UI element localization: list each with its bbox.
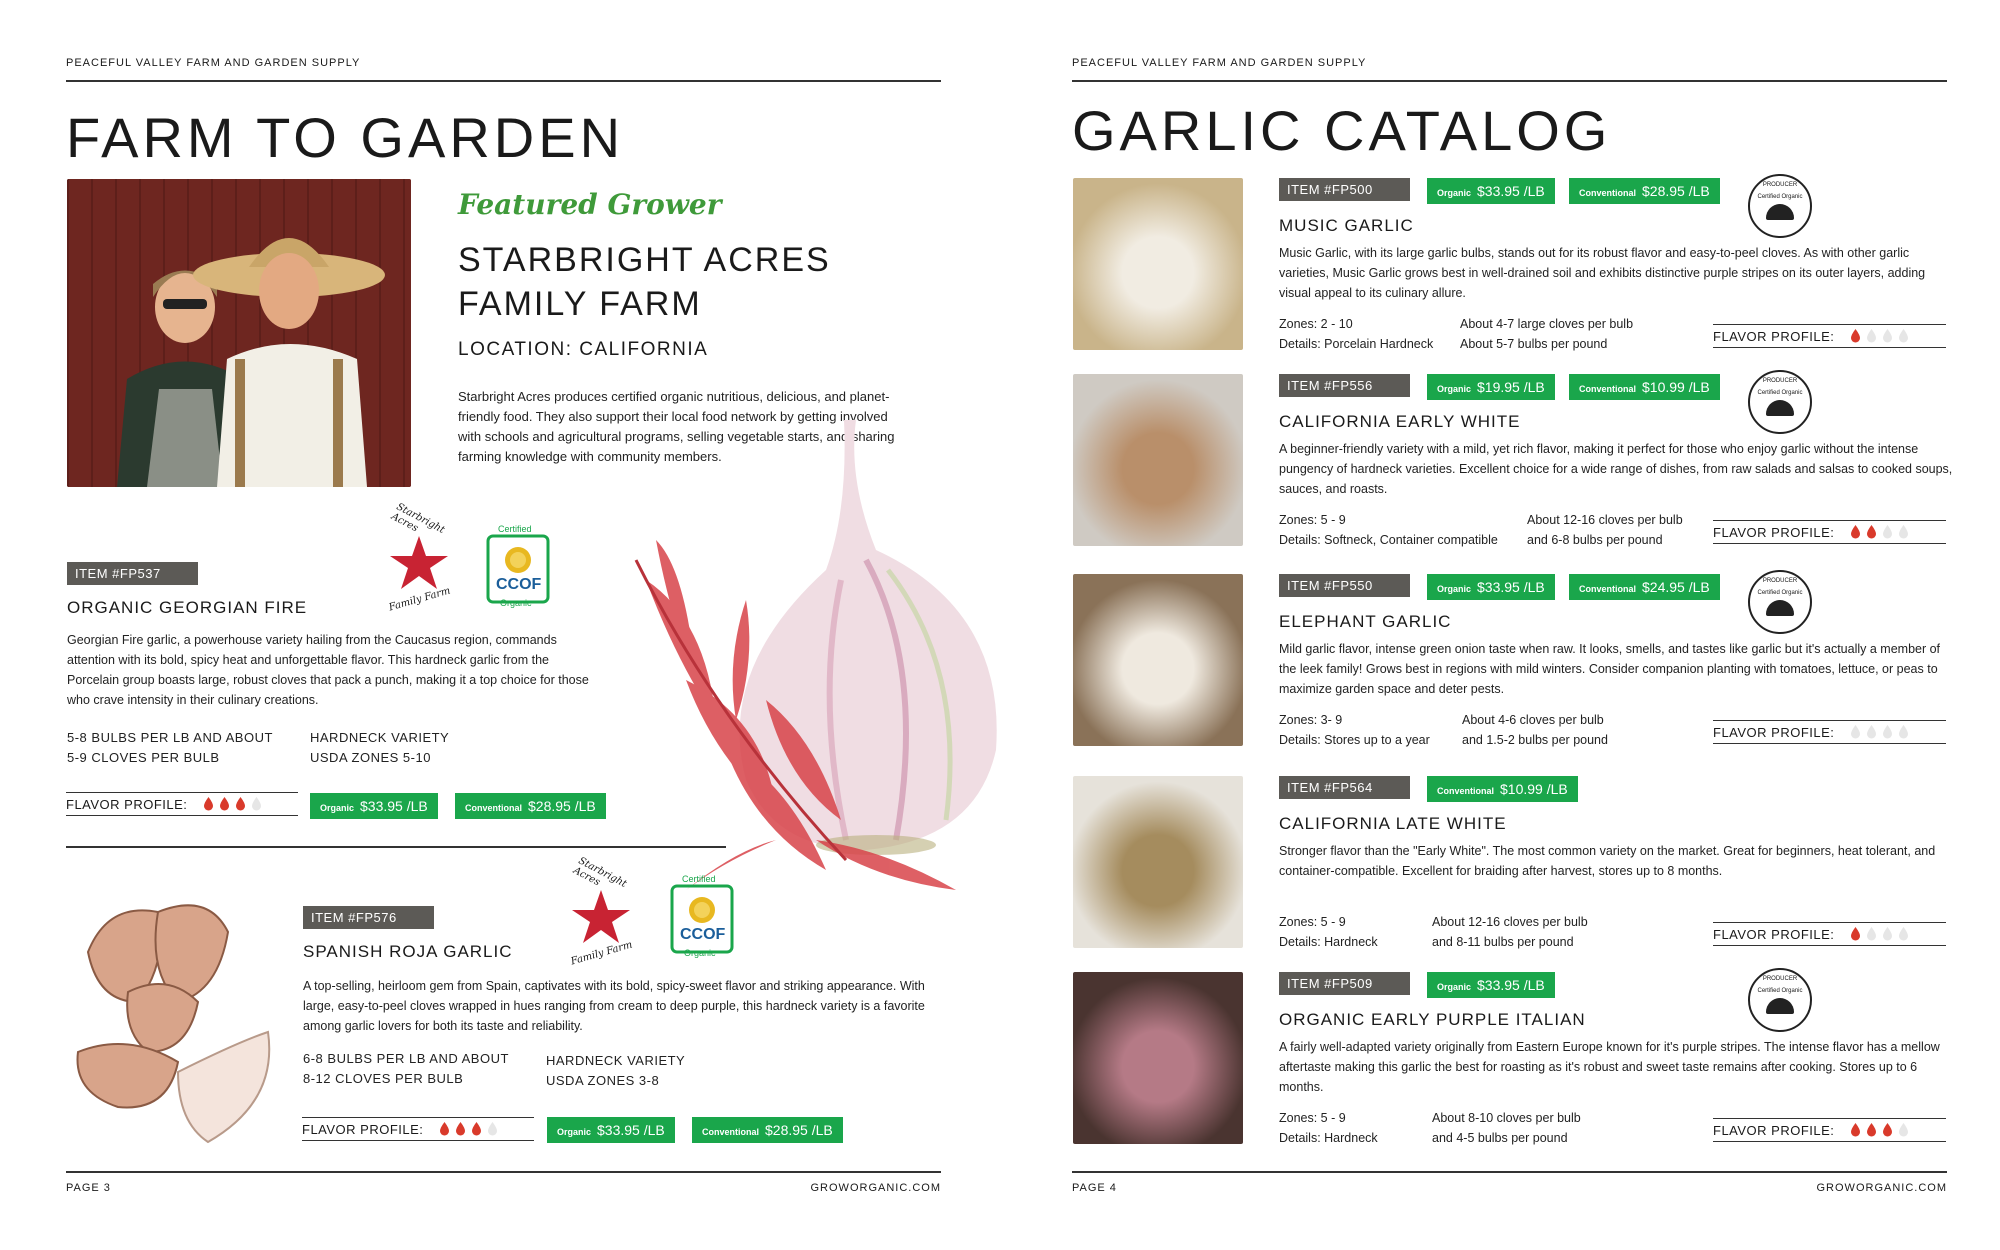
- header-rule: [66, 80, 941, 82]
- price-conventional: [1569, 374, 1720, 400]
- flavor-drops: [439, 1122, 498, 1136]
- price-type: Conventional: [1579, 584, 1637, 594]
- item-spec-variety: [546, 1051, 685, 1091]
- flavor-profile: [1713, 1118, 1946, 1142]
- badge-emblem: [1766, 600, 1794, 616]
- price-value: $33.95 /LB: [1477, 183, 1545, 199]
- details-text: Details: Softneck, Container compatible: [1279, 533, 1498, 547]
- ccof-organic-badge: [486, 524, 550, 610]
- price-conventional: [1427, 776, 1578, 802]
- item-number-tag: ITEM #FP550: [1279, 574, 1410, 597]
- item-number-tag: ITEM #FP500: [1279, 178, 1410, 201]
- flame-drop-icon-filled: [235, 797, 246, 811]
- flavor-drops: [203, 797, 262, 811]
- price-organic: [1427, 972, 1555, 998]
- item-number-tag: ITEM #FP564: [1279, 776, 1410, 799]
- flame-drop-icon-filled: [1850, 1123, 1861, 1137]
- flame-drop-icon-empty: [1866, 329, 1877, 343]
- spec-line: 8-12 CLOVES PER BULB: [303, 1071, 464, 1086]
- flame-drop-icon-filled: [455, 1122, 466, 1136]
- spec-line: HARDNECK VARIETY: [310, 730, 450, 745]
- zones-text: Zones: 3- 9: [1279, 713, 1343, 727]
- item-zones: [1279, 912, 1378, 952]
- price-type: Organic: [1437, 188, 1472, 198]
- item-description: Mild garlic flavor, intense green onion taste when raw. It looks, smells, and tastes like garlic but it's actually a member of the leek family! Grows best in regions with mild winters. Consider companion planting with tomatoes, lettuce, or peas to maximize garden space and deter pests.: [1279, 642, 1941, 696]
- grower-name-line2: FAMILY FARM: [458, 285, 702, 323]
- flame-drop-icon-empty: [1866, 725, 1877, 739]
- item-description: Stronger flavor than the "Early White". The most common variety on the market. Great for beginners, heat tolerant, and container-compatible. Excellent for braiding after harvest, stores up to 8 months.: [1279, 844, 1936, 878]
- flavor-drops: [1850, 725, 1909, 739]
- garlic-photo: [1073, 178, 1243, 350]
- flame-drop-icon-filled: [471, 1122, 482, 1136]
- price-value: $33.95 /LB: [1477, 579, 1545, 595]
- grower-name-line1: STARBRIGHT ACRES: [458, 241, 831, 279]
- flame-drop-icon-filled: [439, 1122, 450, 1136]
- flame-drop-icon-empty: [1882, 927, 1893, 941]
- badge-top: PRODUCER: [1762, 182, 1798, 188]
- section-divider: [66, 846, 726, 848]
- price-value: $33.95 /LB: [1477, 977, 1545, 993]
- price-type: Conventional: [1437, 786, 1495, 796]
- producer-organic-badge: [1748, 968, 1812, 1032]
- flavor-profile: [1713, 720, 1946, 744]
- website: GROWORGANIC.COM: [810, 1182, 941, 1194]
- zones-text: Zones: 2 - 10: [1279, 317, 1353, 331]
- flavor-profile: [1713, 520, 1946, 544]
- ccof-name: CCOF: [680, 926, 726, 943]
- running-head: PEACEFUL VALLEY FARM AND GARDEN SUPPLY: [66, 57, 361, 69]
- item-yield: [1432, 1108, 1581, 1148]
- flame-drop-icon-empty: [1850, 725, 1861, 739]
- zones-text: Zones: 5 - 9: [1279, 1111, 1346, 1125]
- flame-drop-icon-empty: [1866, 927, 1877, 941]
- item-name: MUSIC GARLIC: [1279, 216, 1414, 235]
- flame-drop-icon-empty: [1898, 725, 1909, 739]
- spec-line: 6-8 BULBS PER LB AND ABOUT: [303, 1051, 509, 1066]
- flame-drop-icon-empty: [1898, 1123, 1909, 1137]
- producer-organic-badge: [1748, 570, 1812, 634]
- flame-drop-icon-empty: [1898, 927, 1909, 941]
- badge-mid: Certified Organic: [1757, 390, 1803, 396]
- producer-organic-badge: [1748, 370, 1812, 434]
- ccof-bottom: Organic: [684, 948, 716, 958]
- producer-organic-badge: [1748, 174, 1812, 238]
- item-name: ELEPHANT GARLIC: [1279, 612, 1452, 631]
- spec-line: USDA ZONES 5-10: [310, 750, 431, 765]
- star-badge-text1: Starbright Acres: [389, 501, 447, 536]
- details-text: Details: Hardneck: [1279, 1131, 1378, 1145]
- price-conventional: [1569, 178, 1720, 204]
- item-name: ORGANIC EARLY PURPLE ITALIAN: [1279, 1010, 1586, 1029]
- price-organic: [547, 1117, 675, 1143]
- bulbs-text: and 6-8 bulbs per pound: [1527, 533, 1663, 547]
- bulbs-text: and 8-11 bulbs per pound: [1432, 935, 1574, 949]
- footer-rule: [66, 1171, 941, 1173]
- item-zones: [1279, 510, 1498, 550]
- badge-mid: Certified Organic: [1757, 194, 1803, 200]
- price-value: $33.95 /LB: [597, 1122, 665, 1138]
- page-title: FARM TO GARDEN: [66, 106, 625, 169]
- garlic-cloves-illustration: [68, 892, 278, 1147]
- flame-drop-icon-filled: [1850, 525, 1861, 539]
- ccof-organic-badge: [670, 874, 734, 960]
- cloves-text: About 12-16 cloves per bulb: [1527, 513, 1683, 527]
- item-spec-variety: [310, 728, 449, 768]
- flame-drop-icon-empty: [1882, 725, 1893, 739]
- flavor-profile-label: FLAVOR PROFILE:: [1713, 1122, 1835, 1138]
- price-value: $28.95 /LB: [1642, 183, 1710, 199]
- flavor-profile-label: FLAVOR PROFILE:: [1713, 926, 1835, 942]
- page-number: PAGE 3: [66, 1182, 111, 1194]
- flame-drop-icon-empty: [1882, 525, 1893, 539]
- badge-mid: Certified Organic: [1757, 590, 1803, 596]
- price-value: $28.95 /LB: [765, 1122, 833, 1138]
- ccof-bottom: Organic: [500, 598, 532, 608]
- badge-emblem: [1766, 998, 1794, 1014]
- ccof-name: CCOF: [496, 576, 542, 593]
- badge-emblem: [1766, 204, 1794, 220]
- price-organic: [1427, 178, 1555, 204]
- item-yield: [1527, 510, 1683, 550]
- cloves-text: About 8-10 cloves per bulb: [1432, 1111, 1581, 1125]
- item-zones: [1279, 1108, 1378, 1148]
- grower-location: LOCATION: CALIFORNIA: [458, 339, 709, 360]
- badge-mid: Certified Organic: [1757, 988, 1803, 994]
- starbright-acres-badge: [554, 855, 648, 968]
- spec-line: 5-8 BULBS PER LB AND ABOUT: [67, 730, 273, 745]
- item-name: CALIFORNIA LATE WHITE: [1279, 814, 1507, 833]
- featured-grower-label: Featured Grower: [458, 188, 722, 221]
- flame-drop-icon-empty: [1882, 329, 1893, 343]
- garlic-photo: [1073, 972, 1243, 1144]
- spec-line: 5-9 CLOVES PER BULB: [67, 750, 220, 765]
- garlic-photo: [1073, 574, 1243, 746]
- website: GROWORGANIC.COM: [1816, 1182, 1947, 1194]
- flavor-profile: [302, 1117, 534, 1141]
- item-name: ORGANIC GEORGIAN FIRE: [67, 598, 308, 617]
- item-yield: [1432, 912, 1588, 952]
- price-organic: [1427, 374, 1555, 400]
- details-text: Details: Stores up to a year: [1279, 733, 1430, 747]
- flavor-drops: [1850, 927, 1909, 941]
- item-name: SPANISH ROJA GARLIC: [303, 942, 513, 961]
- bulbs-text: and 4-5 bulbs per pound: [1432, 1131, 1568, 1145]
- price-organic: [1427, 574, 1555, 600]
- details-text: Details: Porcelain Hardneck: [1279, 337, 1434, 351]
- flavor-profile-label: FLAVOR PROFILE:: [66, 796, 188, 812]
- ccof-top: Certified: [682, 874, 716, 884]
- item-description: A top-selling, heirloom gem from Spain, captivates with its bold, spicy-sweet flavor and striking appearance. With large, easy-to-peel cloves wrapped in hues ranging from cream to deep purple, this hardneck variety is a favorite among garlic lovers for both its taste and reliability.: [303, 979, 925, 1033]
- item-number-tag: ITEM #FP509: [1279, 972, 1410, 995]
- price-organic: [310, 793, 438, 819]
- badge-emblem: [1766, 400, 1794, 416]
- price-type: Conventional: [702, 1127, 760, 1137]
- badge-top: PRODUCER: [1762, 578, 1798, 584]
- header-rule: [1072, 80, 1947, 82]
- cloves-text: About 4-6 cloves per bulb: [1462, 713, 1604, 727]
- flame-drop-icon-filled: [1866, 1123, 1877, 1137]
- details-text: Details: Hardneck: [1279, 935, 1378, 949]
- badge-top: PRODUCER: [1762, 976, 1798, 982]
- star-badge-text2: Family Farm: [387, 585, 452, 614]
- price-conventional: [455, 793, 606, 819]
- item-zones: [1279, 710, 1430, 750]
- price-value: $28.95 /LB: [528, 798, 596, 814]
- item-number-tag: ITEM #FP576: [303, 906, 434, 929]
- page-title: GARLIC CATALOG: [1072, 99, 1612, 162]
- grower-description: Starbright Acres produces certified organic nutritious, delicious, and planet-friendly food. They also support their local food network by getting involved with schools and agricultural programs, selling vegetable starts, and sharing farming knowledge with community members.: [458, 389, 895, 464]
- price-value: $24.95 /LB: [1642, 579, 1710, 595]
- item-name: CALIFORNIA EARLY WHITE: [1279, 412, 1521, 431]
- flame-drop-icon-filled: [1850, 329, 1861, 343]
- item-description: A beginner-friendly variety with a mild, yet rich flavor, making it perfect for those who enjoy garlic without the intense pungency of hardneck varieties. Excellent choice for a wide range of dishes, from raw salads and salsas to cooked soups, sauces, and roasts.: [1279, 442, 1953, 496]
- price-value: $10.99 /LB: [1642, 379, 1710, 395]
- price-value: $19.95 /LB: [1477, 379, 1545, 395]
- item-spec-bulbs: [67, 728, 273, 768]
- zones-text: Zones: 5 - 9: [1279, 915, 1346, 929]
- badge-top: PRODUCER: [1762, 378, 1798, 384]
- flame-drop-icon-filled: [1850, 927, 1861, 941]
- running-head: PEACEFUL VALLEY FARM AND GARDEN SUPPLY: [1072, 57, 1367, 69]
- spec-line: HARDNECK VARIETY: [546, 1053, 686, 1068]
- flame-drop-icon-empty: [1898, 329, 1909, 343]
- price-type: Organic: [557, 1127, 592, 1137]
- item-zones: [1279, 314, 1433, 354]
- garlic-photo: [1073, 374, 1243, 546]
- flame-drop-icon-filled: [203, 797, 214, 811]
- flame-drop-icon-empty: [1898, 525, 1909, 539]
- price-type: Organic: [1437, 584, 1472, 594]
- bulbs-text: About 5-7 bulbs per pound: [1460, 337, 1608, 351]
- price-type: Organic: [1437, 384, 1472, 394]
- price-type: Organic: [320, 803, 355, 813]
- star-badge-text2: Family Farm: [569, 939, 634, 968]
- item-number-tag: ITEM #FP556: [1279, 374, 1410, 397]
- flavor-drops: [1850, 329, 1909, 343]
- flavor-profile: [1713, 922, 1946, 946]
- price-type: Organic: [1437, 982, 1472, 992]
- item-spec-bulbs: [303, 1049, 509, 1089]
- ccof-top: Certified: [498, 524, 532, 534]
- page-right: [1072, 0, 2000, 1250]
- footer-rule: [1072, 1171, 1947, 1173]
- price-type: Conventional: [1579, 188, 1637, 198]
- flavor-profile: [1713, 324, 1946, 348]
- flame-drop-icon-empty: [251, 797, 262, 811]
- bulbs-text: and 1.5-2 bulbs per pound: [1462, 733, 1608, 747]
- flame-drop-icon-filled: [219, 797, 230, 811]
- flavor-profile-label: FLAVOR PROFILE:: [1713, 328, 1835, 344]
- item-description: A fairly well-adapted variety originally from Eastern Europe known for it's purple stripes. The intense flavor has a mellow aftertaste making this garlic the best for roasting as it's robust and sweet taste remains after cooking. Stores up to 6 months.: [1279, 1040, 1940, 1094]
- grower-photo: [67, 179, 411, 487]
- flavor-profile: [66, 792, 298, 816]
- zones-text: Zones: 5 - 9: [1279, 513, 1346, 527]
- item-description: Music Garlic, with its large garlic bulbs, stands out for its robust flavor and easy-to-peel cloves. As with other garlic varieties, Music Garlic grows best in well-drained soil and exhibits distinctive purple stripes on its outer layers, adding visual appeal to its culinary allure.: [1279, 246, 1926, 300]
- item-yield: [1462, 710, 1608, 750]
- price-value: $33.95 /LB: [360, 798, 428, 814]
- cloves-text: About 12-16 cloves per bulb: [1432, 915, 1588, 929]
- item-yield: [1460, 314, 1633, 354]
- star-badge-text1: Starbright Acres: [571, 855, 629, 890]
- cloves-text: About 4-7 large cloves per bulb: [1460, 317, 1634, 331]
- starbright-acres-badge: [372, 501, 466, 614]
- price-value: $10.99 /LB: [1500, 781, 1568, 797]
- page-number: PAGE 4: [1072, 1182, 1117, 1194]
- price-type: Conventional: [1579, 384, 1637, 394]
- garlic-illustration: [626, 420, 1006, 890]
- item-description: Georgian Fire garlic, a powerhouse variety hailing from the Caucasus region, commands attention with its bold, spicy heat and unforgettable flavor. This hardneck garlic from the Porcelain group boasts large, robust cloves that pack a punch, making it a top choice for those who crave intensity in their culinary creations.: [67, 633, 589, 707]
- price-conventional: [692, 1117, 843, 1143]
- flavor-drops: [1850, 1123, 1909, 1137]
- flame-drop-icon-empty: [487, 1122, 498, 1136]
- spec-line: USDA ZONES 3-8: [546, 1073, 660, 1088]
- item-number-tag: ITEM #FP537: [67, 562, 198, 585]
- page-left: [66, 0, 1006, 1250]
- flavor-profile-label: FLAVOR PROFILE:: [1713, 524, 1835, 540]
- price-type: Conventional: [465, 803, 523, 813]
- flavor-profile-label: FLAVOR PROFILE:: [302, 1121, 424, 1137]
- flavor-drops: [1850, 525, 1909, 539]
- flame-drop-icon-filled: [1882, 1123, 1893, 1137]
- flame-drop-icon-filled: [1866, 525, 1877, 539]
- price-conventional: [1569, 574, 1720, 600]
- flavor-profile-label: FLAVOR PROFILE:: [1713, 724, 1835, 740]
- garlic-photo: [1073, 776, 1243, 948]
